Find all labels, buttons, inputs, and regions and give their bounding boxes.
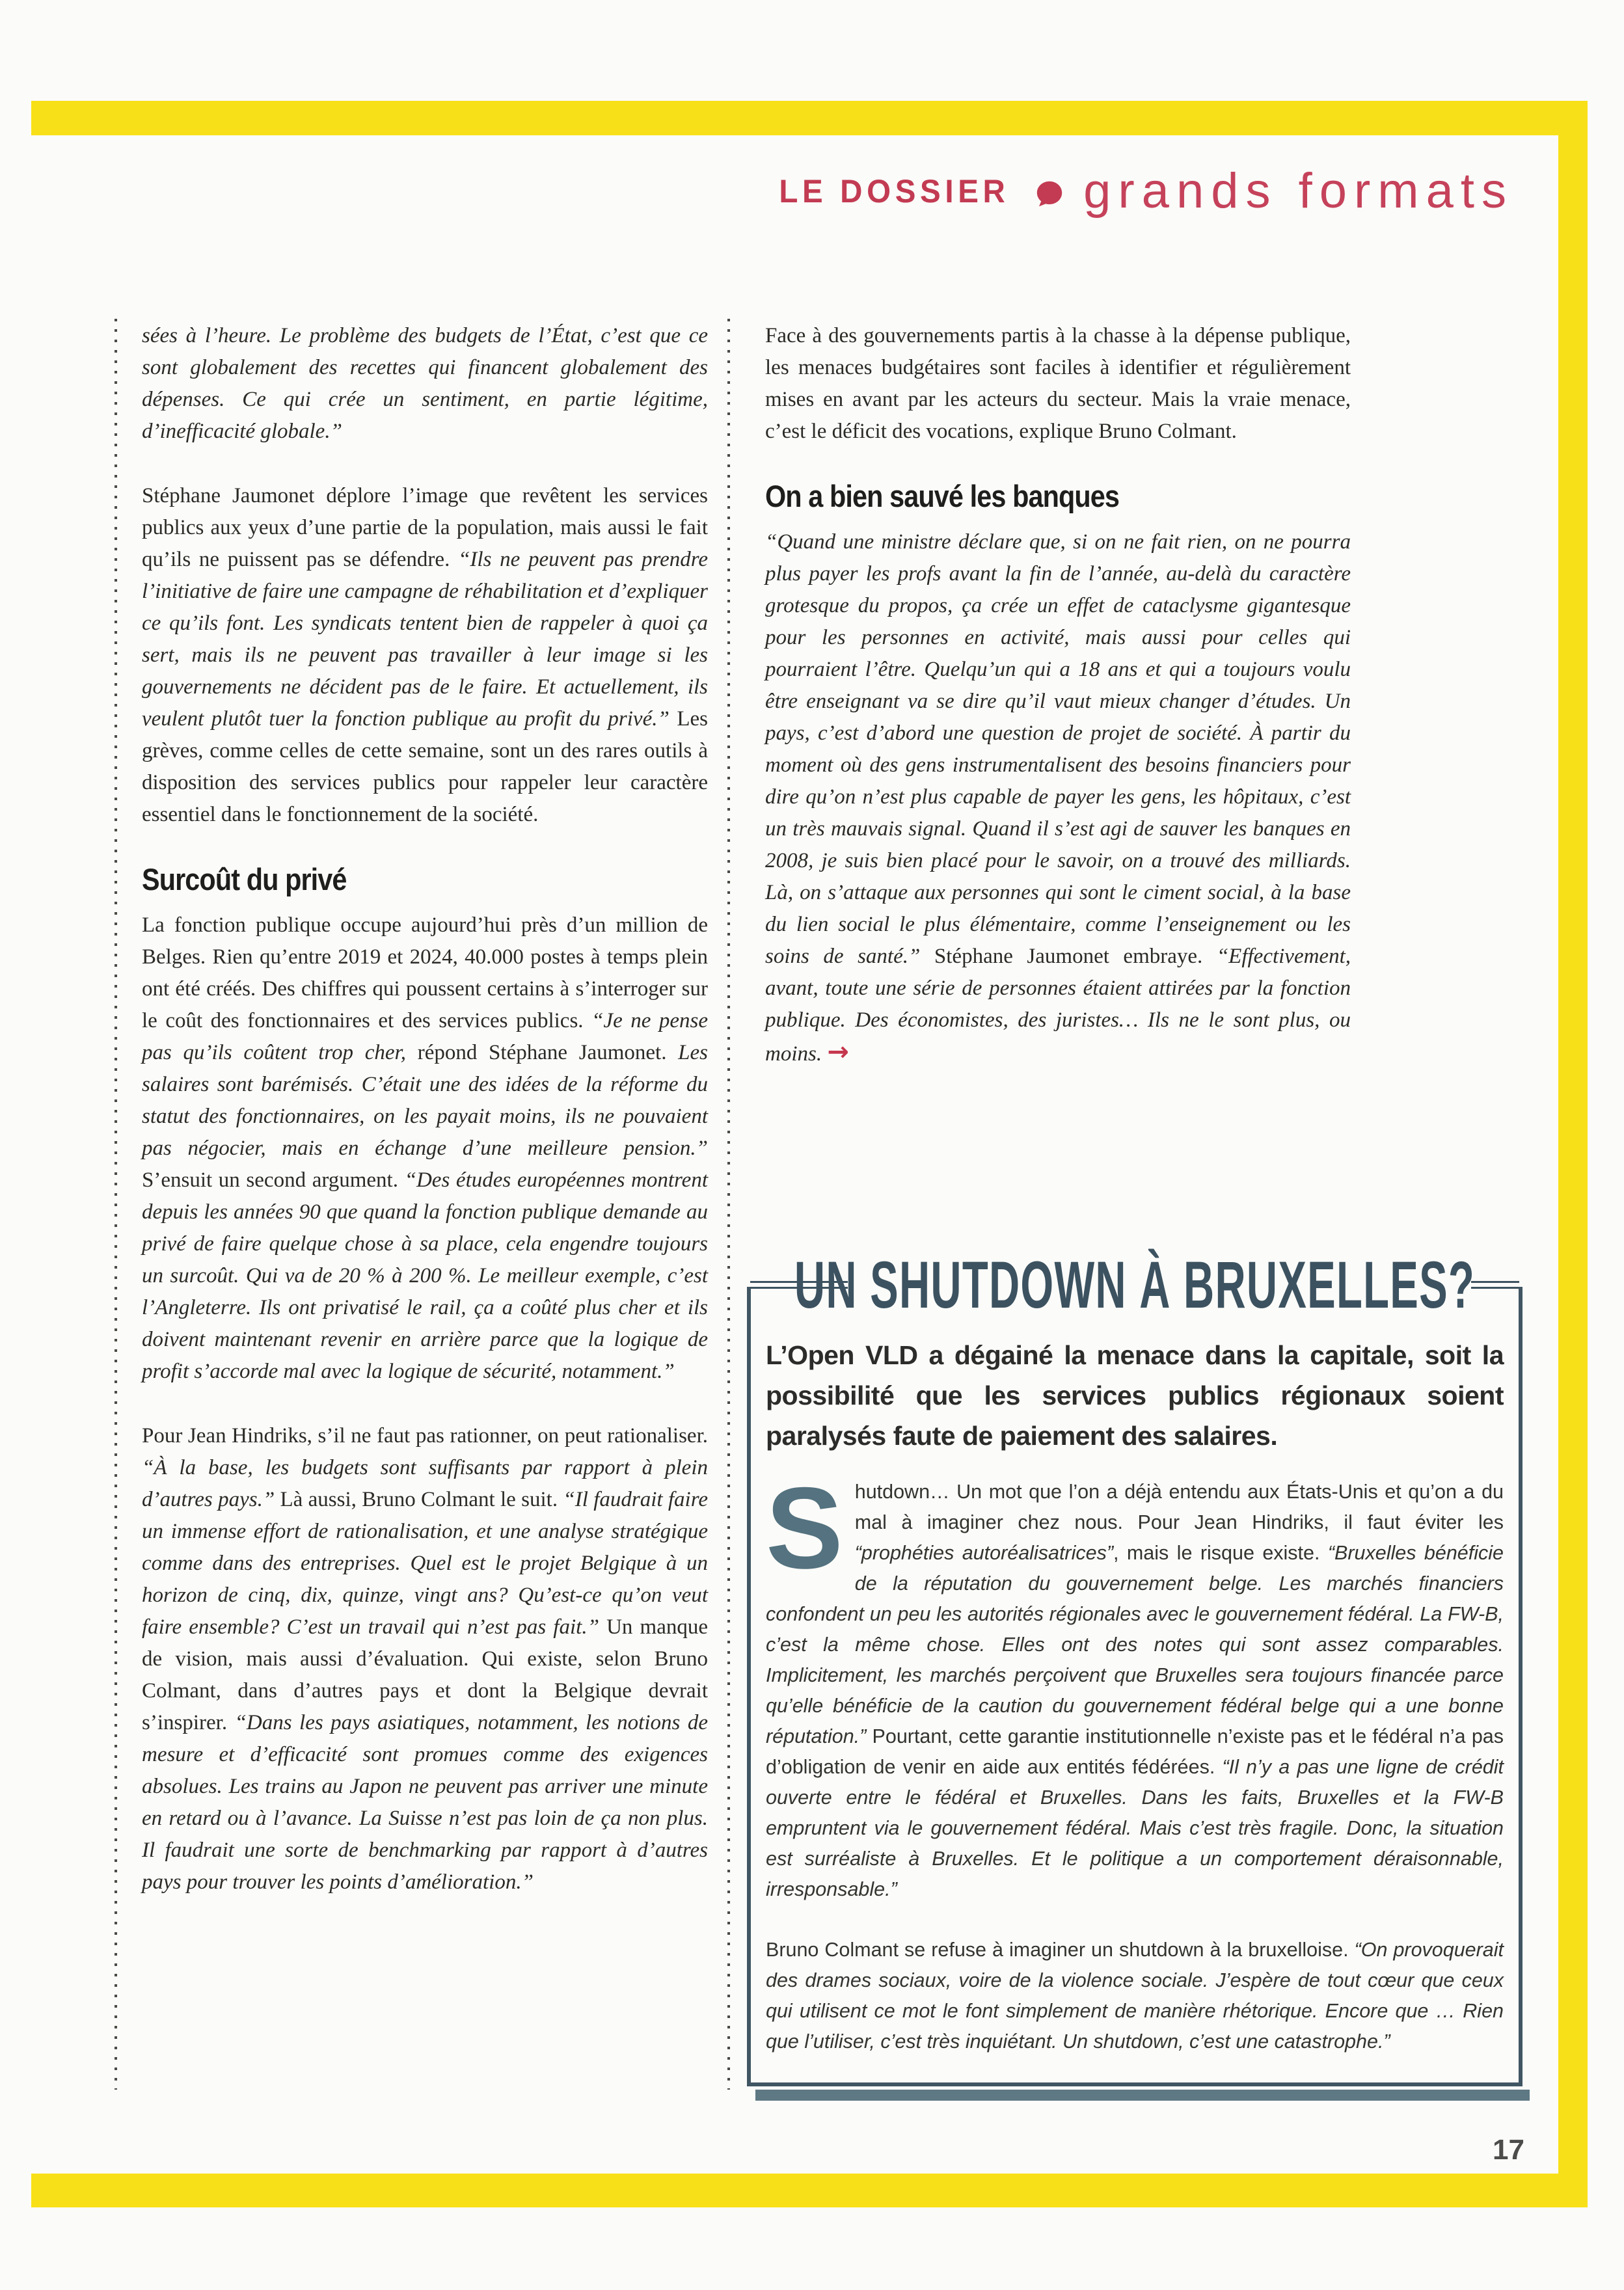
paragraph: Pour Jean Hindriks, s’il ne faut pas rationner, on peut rationaliser. “À la base, les budgets sont suffisants par rapport à plein d’autres pays.” Là aussi, Bruno Colmant le suit. “Il faudrait faire un immense effort de rationalisation, et une analyse stratégique comme dans des entreprises. Quel est le projet Belgique à un horizon de cinq, dix, quinze, vingt ans? Qu’est-ce qu’on veut faire ensemble? C’est un travail qui n’est pas fait.” Un manque de vision, mais aussi d’évaluation. Qui existe, selon Bruno Colmant, dans d’autres pays et dont la Belgique devrait s’inspirer. “Dans les pays asiatiques, notamment, les notions de mesure et d’efficacité sont promues comme des exigences absolues. Les trains au Japon ne peuvent pas arriver une minute en retard ou à l’avance. La Suisse n’est pas loin de ça non plus. Il faudrait une sorte de benchmarking par rapport à d’autres pays pour trouver les points d’amélioration.” <box>142 1424 708 1894</box>
frame-right-bar <box>1558 101 1588 2207</box>
paragraph-quote-continuation: sées à l’heure. Le problème des budgets de l’État, c’est que ce sont globalement des recettes qui financent globalement des dépenses. Ce qui crée un sentiment, en partie légitime, d’inefficacité globale.” <box>142 324 708 443</box>
page-header <box>773 163 1513 219</box>
dropcap-letter: S <box>766 1463 843 1593</box>
right-column <box>765 320 1351 1103</box>
paragraph: Face à des gouvernements partis à la chasse à la dépense publique, les menaces budgétaires sont faciles à identifier et régulièrement mises en avant par les acteurs du secteur. Mais la vraie menace, c’est le déficit des vocations, explique Bruno Colmant. <box>765 324 1351 443</box>
continuation-arrow-icon: → <box>827 1037 849 1067</box>
paragraph: “Quand une ministre déclare que, si on ne fait rien, on ne pourra plus payer les profs avant la fin de l’année, au-delà du caractère grotesque du propos, ça crée un effet de cataclysme gigantesque pour les personnes en activité, mais aussi pour celles qui pourraient l’être. Quelqu’un qui a 18 ans et qui a toujours voulu être enseignant va se dire qu’il vaut mieux changer d’études. Un pays, c’est d’abord une question de projet de société. À partir du moment où des gens instrumentalisent des besoins financiers pour dire qu’on n’est plus capable de payer les gens, les hôpitaux, c’est un très mauvais signal. Quand il s’est agi de sauver les banques en 2008, je suis bien placé pour le savoir, on a trouvé des milliards. Là, on s’attaque aux personnes qui sont le ciment social, à la base du lien social le plus élémentaire, comme l’enseignement ou les soins de santé.” Stéphane Jaumonet embraye. “Effectivement, avant, toute une série de personnes étaient attirées par la fonction publique. Des économistes, des juristes… Ils ne le sont plus, ou moins. → <box>765 530 1351 1067</box>
page-number: 17 <box>1493 2134 1524 2166</box>
heading-on-a-bien-sauve-les-banques: On a bien sauvé les banques <box>765 479 1119 513</box>
shutdown-sidebar-box <box>747 1248 1522 2086</box>
frame-bottom-bar <box>31 2174 1588 2207</box>
box-title: UN SHUTDOWN À BRUXELLES? <box>794 1248 1476 1322</box>
paragraph: Stéphane Jaumonet déplore l’image que revêtent les services publics aux yeux d’une partie de la population, mais aussi le fait qu’ils ne puissent pas se défendre. “Ils ne peuvent pas prendre l’initiative de faire une campagne de réhabilitation et d’expliquer ce qu’ils font. Les syndicats tentent bien de rappeler à quoi ça sert, mais ils ne peuvent pas travailler à leur image si les gouvernements ne décident pas de le faire. Et actuellement, ils veulent plutôt tuer la fonction publique au profit du privé.” Les grèves, comme celles de cette semaine, sont un des rares outils à disposition des services publics pour rappeler leur caractère essentiel dans le fonctionnement de la société. <box>142 484 708 826</box>
box-intro: L’Open VLD a dégainé la menace dans la capitale, soit la possibilité que les services publics régionaux soient paralysés faute de paiement des salaires. <box>766 1340 1504 1451</box>
heading-surcout-du-prive: Surcoût du privé <box>142 862 347 896</box>
box-paragraph: Bruno Colmant se refuse à imaginer un shutdown à la bruxelloise. “On provoquerait des drames sociaux, voire de la violence sociale. J’espère de tout cœur que ceux qui utilisent ce mot le font simplement de manière rhétorique. Encore que … Rien que l’utiliser, c’est très inquiétant. Un shutdown, c’est une catastrophe.” <box>766 1939 1504 2053</box>
paragraph: La fonction publique occupe aujourd’hui près d’un million de Belges. Rien qu’entre 2019 et 2024, 40.000 postes à temps plein ont été créés. Des chiffres qui poussent certains à s’interroger sur le coût des fonctionnaires et des services publics. “Je ne pense pas qu’ils coûtent trop cher, répond Stéphane Jaumonet. Les salaires sont barémisés. C’était une des idées de la réforme du statut des fonctionnaires, on les payait moins, ils ne pouvaient pas négocier, mais en échange d’une meilleure pension.” S’ensuit un second argument. “Des études européennes montrent depuis les années 90 que quand la fonction publique demande au privé de faire quelque chose à sa place, cela engendre toujours un surcoût. Qui va de 20 % à 200 %. Le meilleur exemple, c’est l’Angleterre. Ils ont privatisé le rail, ça a coûté plus cher et ils doivent maintenant revenir en arrière parce que la logique de profit s’accorde mal avec la logique de sécurité, notamment.” <box>142 913 708 1383</box>
title-double-rule-right <box>1471 1281 1519 1289</box>
dotted-rule-center <box>727 319 730 2090</box>
speech-bubble-icon <box>1034 178 1065 209</box>
dotted-rule-left <box>115 319 117 2090</box>
box-paragraph: Shutdown… Un mot que l’on a déjà entendu aux États-Unis et qu’on a du mal à imaginer chez nous. Pour Jean Hindriks, il faut éviter les “prophéties autoréalisatrices”, mais le risque existe. “Bruxelles bénéficie de la réputation du gouvernement belge. Les marchés financiers confondent un peu les autorités régionales avec le gouvernement fédéral. La FW-B, c’est la même chose. Elles ont des notes qui sont assez comparables. Implicitement, les marchés perçoivent que Bruxelles sera toujours financée parce qu’elle bénéficie de la caution du gouvernement fédéral belge qui a une bonne réputation.” Pourtant, cette garantie institutionnelle n’existe pas et le fédéral n’a pas d’obligation de venir en aide aux entités fédérées. “Il n’y a pas une ligne de crédit ouverte entre le fédéral et Bruxelles. Dans les faits, Bruxelles et la FW-B empruntent via le gouvernement fédéral. Mais c’est très fragile. Donc, la situation est surréaliste à Bruxelles. Et le politique a un comportement déraisonnable, irresponsable.” <box>766 1463 1504 1900</box>
frame-top-bar <box>31 101 1588 135</box>
kicker-label: LE DOSSIER <box>779 172 1010 209</box>
left-column <box>142 320 708 1931</box>
section-name-label: grands formats <box>1083 163 1513 219</box>
